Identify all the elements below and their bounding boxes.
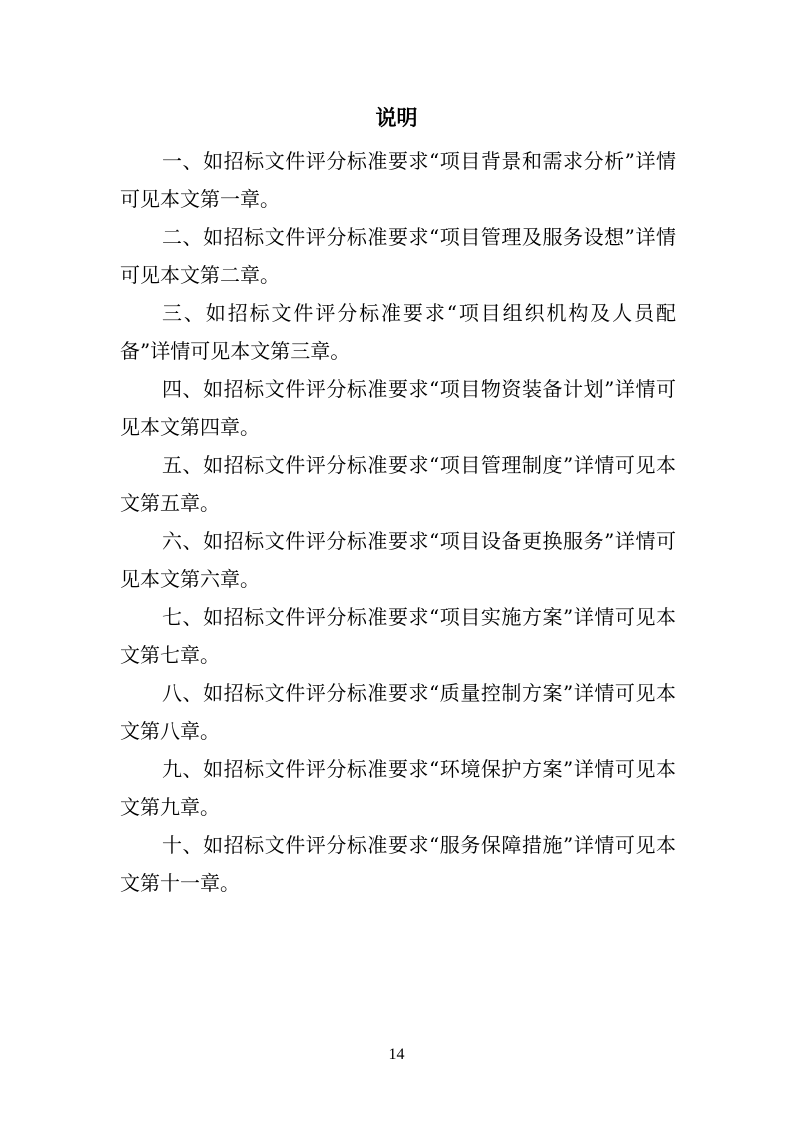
explanation-item-2: 二、如招标文件评分标准要求“项目管理及服务设想”详情可见本文第二章。 xyxy=(120,225,676,287)
explanation-item-7: 七、如招标文件评分标准要求“项目实施方案”详情可见本文第七章。 xyxy=(120,605,676,667)
explanation-item-6: 六、如招标文件评分标准要求“项目设备更换服务”详情可见本文第六章。 xyxy=(120,529,676,591)
explanation-item-3: 三、如招标文件评分标准要求“项目组织机构及人员配备”详情可见本文第三章。 xyxy=(120,301,676,363)
explanation-item-9: 九、如招标文件评分标准要求“环境保护方案”详情可见本文第九章。 xyxy=(120,757,676,819)
explanation-item-4: 四、如招标文件评分标准要求“项目物资装备计划”详情可见本文第四章。 xyxy=(120,377,676,439)
page-title: 说明 xyxy=(375,106,418,130)
page-number: 14 xyxy=(388,1046,405,1063)
explanation-item-1: 一、如招标文件评分标准要求“项目背景和需求分析”详情可见本文第一章。 xyxy=(120,149,676,211)
explanation-item-10: 十、如招标文件评分标准要求“服务保障措施”详情可见本文第十一章。 xyxy=(120,833,676,895)
explanation-item-5: 五、如招标文件评分标准要求“项目管理制度”详情可见本文第五章。 xyxy=(120,453,676,515)
explanation-item-8: 八、如招标文件评分标准要求“质量控制方案”详情可见本文第八章。 xyxy=(120,681,676,743)
explanation-list xyxy=(120,142,676,902)
